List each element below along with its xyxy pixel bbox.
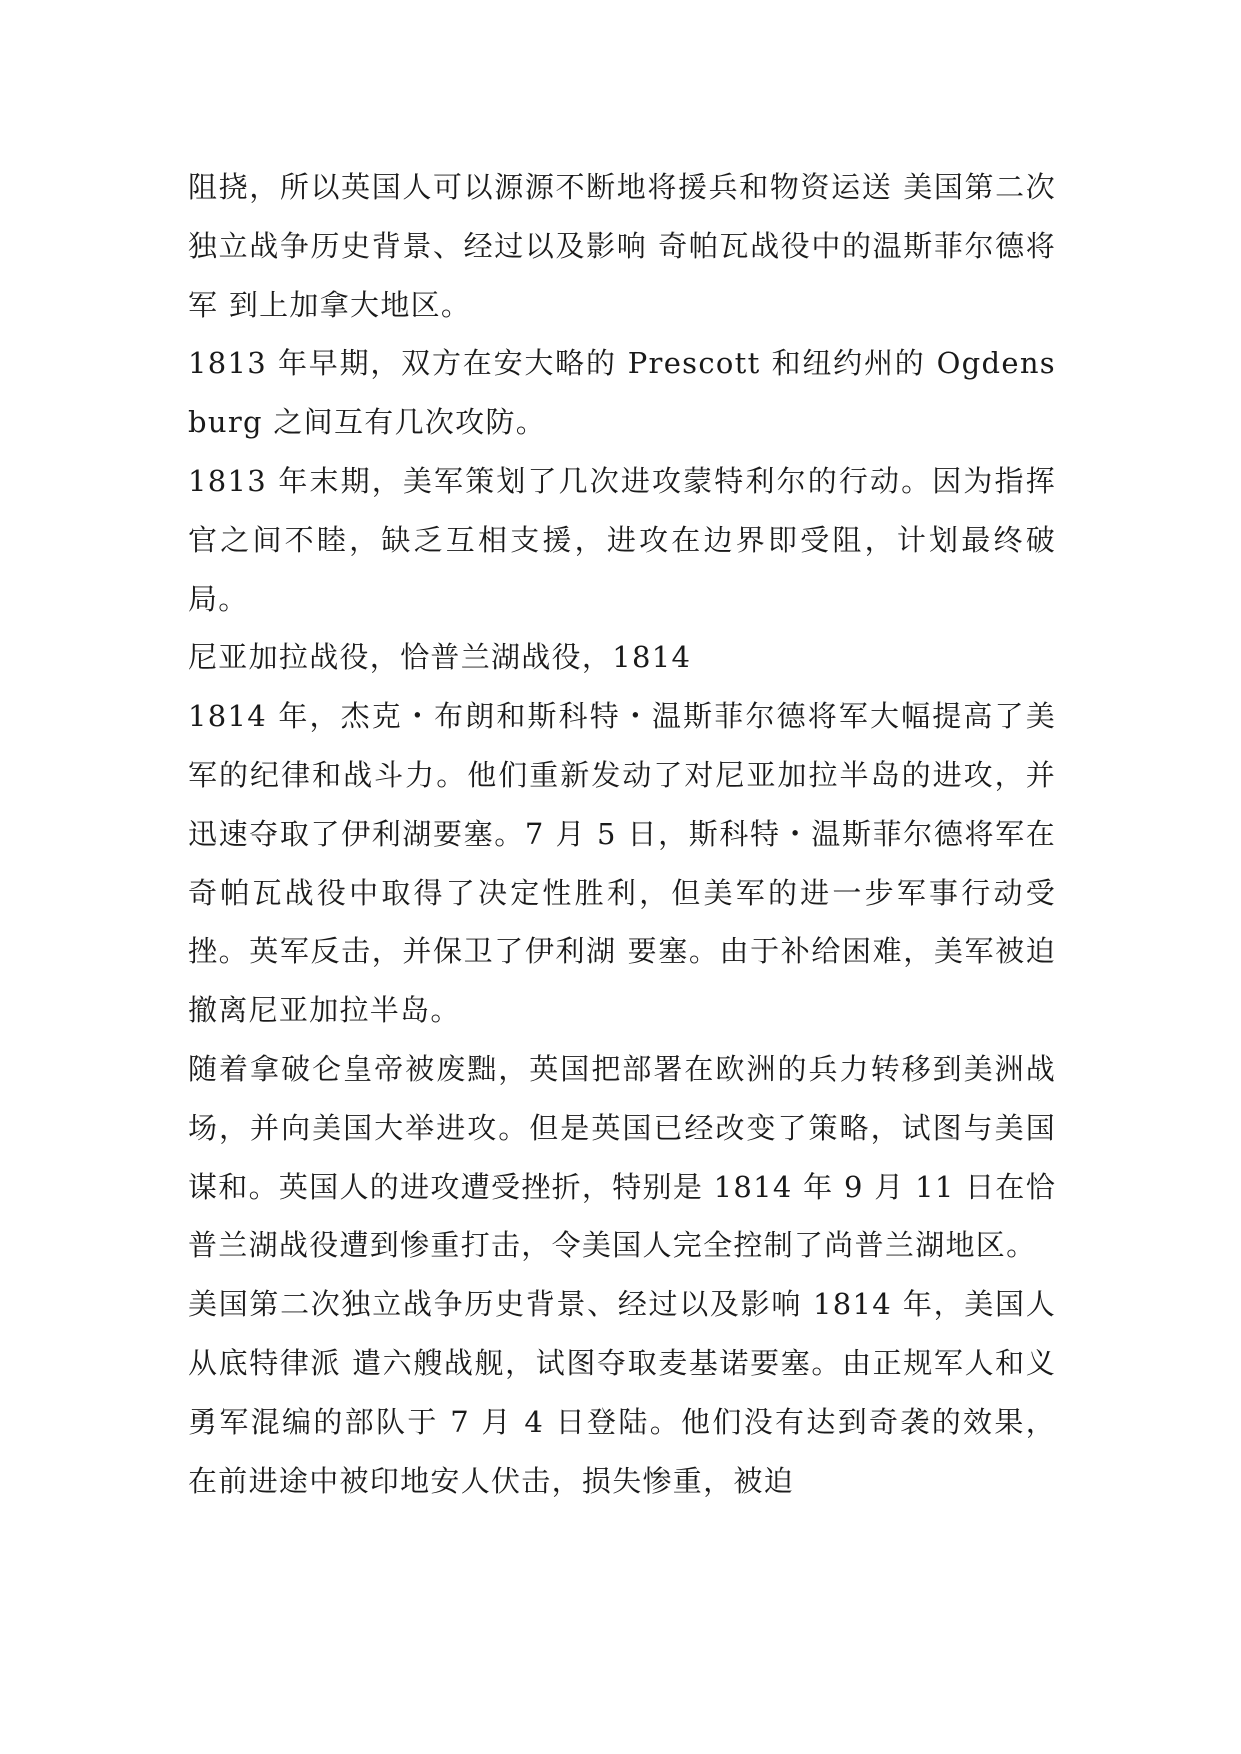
paragraph-6: 美国第二次独立战争历史背景、经过以及影响 1814 年，美国人从底特律派 遣六艘战舰，试图夺取麦基诺要塞。由正规军人和义勇军混编的部队于 7 月 4 日登陆。他们没有达到奇袭的效果，在前进途中被印地安人伏击，损失惨重，被迫 (188, 1287, 1056, 1498)
paragraph-5: 随着拿破仑皇帝被废黜，英国把部署在欧洲的兵力转移到美洲战场，并向美国大举进攻。但是英国已经改变了策略，试图与美国谋和。英国人的进攻遭受挫折，特别是 1814 年 9 月 11 日在恰普兰湖战役遭到惨重打击，令美国人完全控制了尚普兰湖地区。 (188, 1051, 1056, 1263)
paragraph-3: 1813 年末期，美军策划了几次进攻蒙特利尔的行动。因为指挥官之间不睦，缺乏互相支援，进攻在边界即受阻，计划最终破局。 (188, 463, 1056, 616)
paragraph-2: 1813 年早期，双方在安大略的 Prescott 和纽约州的 Ogdensburg 之间互有几次攻防。 (188, 346, 1056, 440)
paragraph-4: 1814 年，杰克・布朗和斯科特・温斯菲尔德将军大幅提高了美军的纪律和战斗力。他们重新发动了对尼亚加拉半岛的进攻，并迅速夺取了伊利湖要塞。7 月 5 日，斯科特・温斯菲尔德将军在奇帕瓦战役中取得了决定性胜利，但美军的进一步军事行动受挫。英军反击，并保卫了伊利湖 要塞。由于补给困难，美军被迫撤离尼亚加拉半岛。 (188, 699, 1056, 1028)
document-body (188, 158, 1056, 1510)
paragraph-1: 阻挠，所以英国人可以源源不断地将援兵和物资运送 美国第二次独立战争历史背景、经过以及影响 奇帕瓦战役中的温斯菲尔德将军 到上加拿大地区。 (188, 170, 1056, 322)
section-heading: 尼亚加拉战役，恰普兰湖战役，1814 (188, 640, 692, 675)
